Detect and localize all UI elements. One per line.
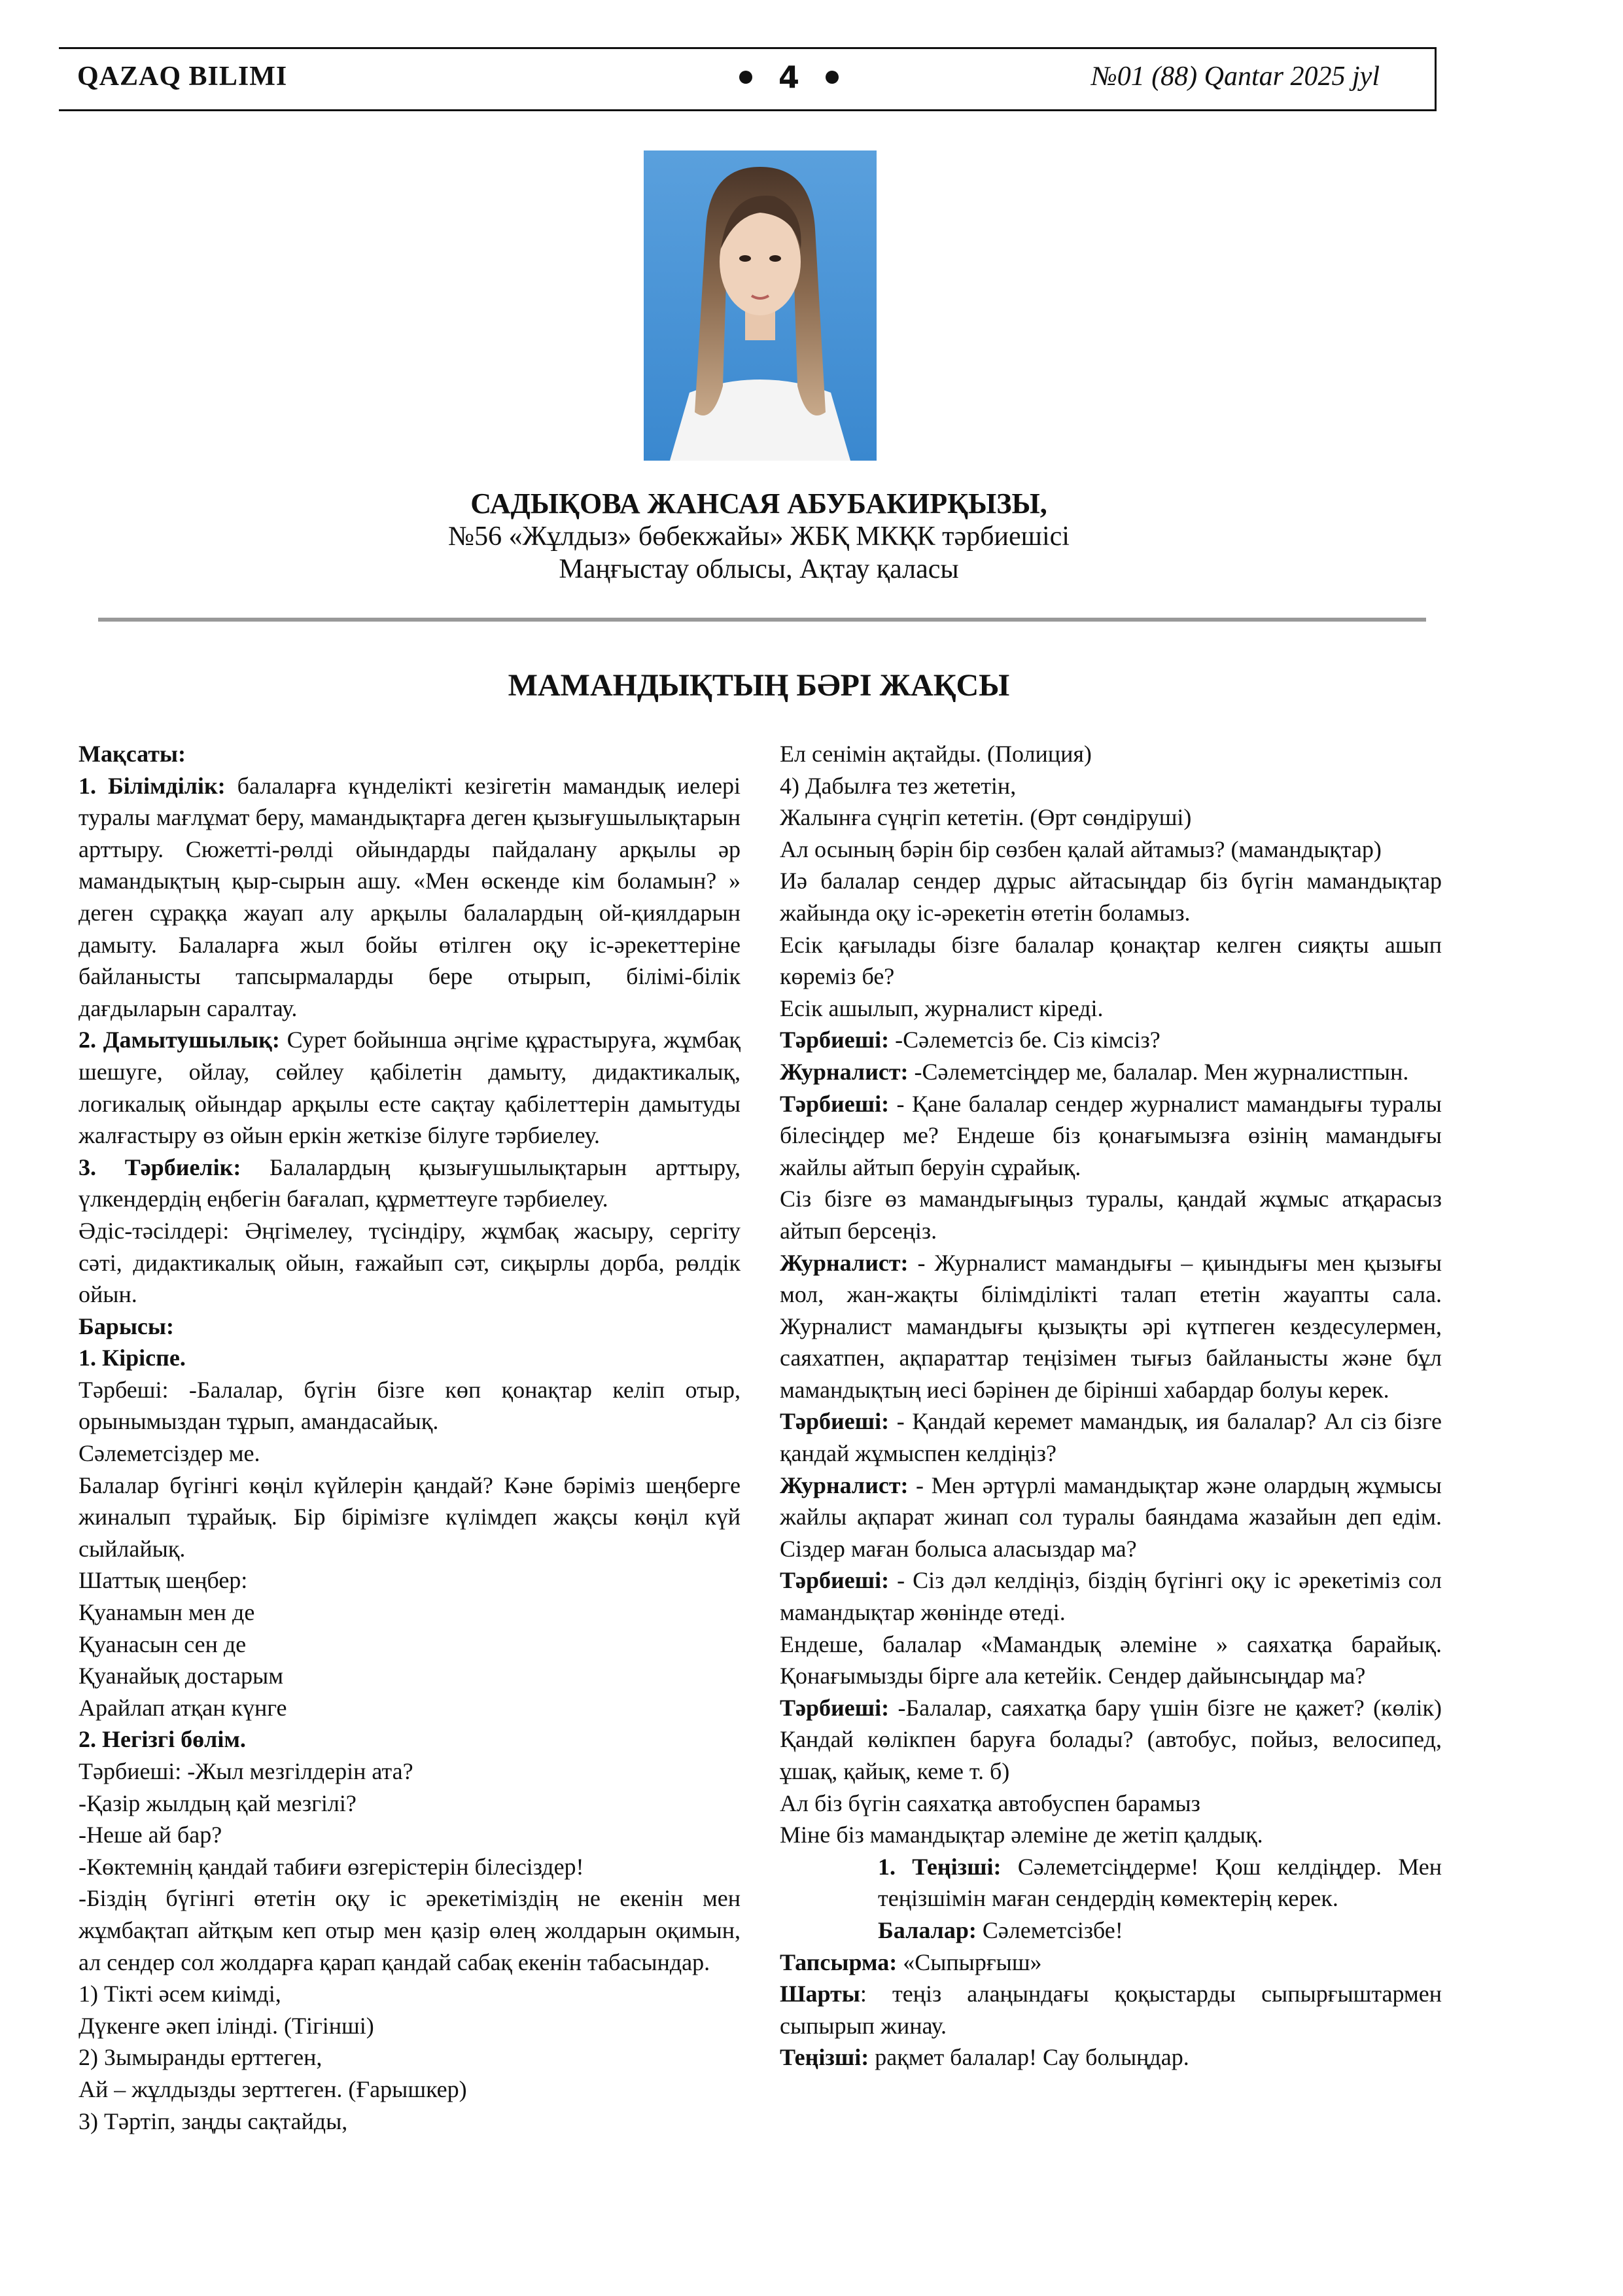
dialogue-line bbox=[780, 1692, 1442, 1788]
issue-info: №01 (88) Qantar 2025 jyl bbox=[1091, 62, 1380, 92]
speaker: Тәрбиеші: bbox=[780, 1694, 890, 1721]
speaker: Журналист: bbox=[780, 1058, 909, 1085]
riddle-line: Дүкенге әкеп ілінді. (Тігінші) bbox=[79, 2012, 374, 2039]
speech: рақмет балалар! Сау болыңдар. bbox=[869, 2044, 1189, 2071]
speech: Сәлеметсіңдерме! Қош келдіңдер. Мен теңізшімін маған сендердің көмектерің керек. bbox=[878, 1853, 1442, 1912]
speech: -Балалар, саяхатқа бару үшін бізге не қажет? (көлік) Қандай көлікпен баруға болады? (автобус, пойыз, велосипед, ұшақ, қайық, кеме т. б) bbox=[780, 1694, 1442, 1784]
page-number-block bbox=[739, 60, 839, 95]
speech: - Сіз дәл келдіңіз, біздің бүгінгі оқу іс әрекетіміз сол мамандықтар жөнінде өтеді. bbox=[780, 1567, 1442, 1626]
right-column bbox=[780, 738, 1442, 2074]
speaker: Тәрбиеші: bbox=[780, 1027, 890, 1053]
divider bbox=[98, 618, 1426, 622]
question: -Біздің бүгінгі өтетін оқу іс әрекетіміздің не екенін мен жұмбақтап айтқым кеп отыр мен қазір өлең жолдарын оқимын, ал сендер сол жолдарға қарап қандай сабақ екенін табасындар. bbox=[79, 1885, 741, 1975]
paragraph: Ендеше, балалар «Мамандық әлеміне » саяхатқа барайық. Қонағымызды бірге ала кетейік. Сендер дайынсыңдар ма? bbox=[780, 1631, 1442, 1689]
dialogue-line bbox=[780, 1024, 1442, 1056]
author-photo bbox=[644, 150, 877, 461]
dialogue-line bbox=[780, 1088, 1442, 1184]
dialogue-line bbox=[780, 1851, 1442, 1915]
paragraph: Есік ашылып, журналист кіреді. bbox=[780, 995, 1104, 1021]
dialogue-line bbox=[780, 1405, 1442, 1469]
speaker: Тәрбиеші: bbox=[780, 1090, 890, 1117]
paragraph bbox=[79, 770, 741, 1025]
poem-line: Қуанайық достарым bbox=[79, 1663, 284, 1689]
speaker: Балалар: bbox=[878, 1916, 977, 1943]
riddle-line: 4) Дабылға тез жететін, bbox=[780, 772, 1017, 799]
paragraph: Міне біз мамандықтар әлеміне де жетіп қалдық. bbox=[780, 1822, 1263, 1848]
text: «Сыпырғыш» bbox=[897, 1949, 1042, 1975]
label: Тапсырма: bbox=[780, 1949, 898, 1975]
text: балаларға күнделікті кезігетін мамандық иелері туралы мағлұмат беру, мамандықтарға деген қызығушылықтарын арттыру. Сюжетті-рөлді ойындарды пайдалану арқылы әр мамандықтың қыр-сырын ашу. «Мен өскенде кім боламын? » деген сұраққа жауап алу арқылы балалардың ой-қиялдарын дамыту. Балаларға жыл бойы өтілген оқу іс-әрекеттеріне байланысты тапсырмаларды бере отырып, білімі-білік дағдыларын саралтау. bbox=[79, 772, 741, 1021]
speech: - Журналист мамандығы – қиындығы мен қызығы мол, жан-жақты білімділікті талап ететін жауапты сала. Журналист мамандығы қызықты әрі күтпеген кездесулермен, саяхатпен, ақпараттар теңізімен тығыз байланысты және бұл мамандықтың иесі бәрінен де бірінші хабардар болуы керек. bbox=[780, 1249, 1442, 1403]
task-line bbox=[780, 1947, 1442, 1979]
intro-heading: 1. Кіріспе. bbox=[79, 1345, 186, 1371]
page-number: 4 bbox=[778, 60, 800, 95]
poem-line: Арайлап атқан күнге bbox=[79, 1694, 287, 1721]
paragraph: Сіз бізге өз мамандығыңыз туралы, қандай жұмыс атқарасыз айтып берсеңіз. bbox=[780, 1186, 1442, 1244]
paragraph: Ал біз бүгін саяхатқа автобуспен барамыз bbox=[780, 1790, 1200, 1816]
speech: - Қандай керемет мамандық, ия балалар? Ал сіз бізге қандай жұмыспен келдіңіз? bbox=[780, 1408, 1442, 1467]
dialogue-line bbox=[780, 1915, 1442, 1947]
goals-heading: Мақсаты: bbox=[79, 741, 186, 767]
paragraph: Ал осының бәрін бір сөзбен қалай айтамыз? (мамандықтар) bbox=[780, 836, 1382, 862]
riddle-line: 2) Зымыранды ерттеген, bbox=[79, 2044, 323, 2071]
riddle-line: Ай – жұлдызды зерттеген. (Ғарышкер) bbox=[79, 2075, 467, 2102]
paragraph: Балалар бүгінгі көңіл күйлерін қандай? Кәне бәріміз шеңберге жиналып тұрайық. Бір бірімізге күлімдеп жақсы көңіл күй сыйлайық. bbox=[79, 1472, 741, 1562]
main-heading: 2. Негізгі бөлім. bbox=[79, 1726, 246, 1753]
paragraph: Есік қағылады бізге балалар қонақтар келген сияқты ашып көреміз бе? bbox=[780, 931, 1442, 990]
dialogue-line bbox=[780, 1247, 1442, 1406]
paragraph: Иә балалар сендер дұрыс айтасыңдар біз бүгін мамандықтар жайында оқу іс-әрекетін өтетін боламыз. bbox=[780, 868, 1442, 926]
question: Тәрбиеші: -Жыл мезгілдерін ата? bbox=[79, 1758, 413, 1784]
speech: -Сәлеметсіз бе. Сіз кімсіз? bbox=[889, 1027, 1161, 1053]
riddle-line: 3) Тәртіп, заңды сақтайды, bbox=[79, 2108, 348, 2134]
speaker: Журналист: bbox=[780, 1249, 909, 1276]
publication-name: QAZAQ BILIMI bbox=[77, 62, 288, 92]
page-header bbox=[59, 47, 1437, 111]
article-title: МАМАНДЫҚТЫҢ БӘРІ ЖАҚСЫ bbox=[508, 668, 1010, 703]
bullet-icon bbox=[826, 71, 839, 84]
author-byline bbox=[0, 487, 1518, 586]
speaker: Тәрбиеші: bbox=[780, 1408, 890, 1435]
riddle-line: Жалынға сүңгіп кететін. (Өрт сөндіруші) bbox=[780, 804, 1192, 831]
bullet-icon bbox=[739, 71, 752, 84]
poem-line: Қуанамын мен де bbox=[79, 1599, 255, 1626]
dialogue-line bbox=[780, 1056, 1442, 1088]
label: 3. Тәрбиелік: bbox=[79, 1154, 241, 1180]
riddle-line: Ел сенімін ақтайды. (Полиция) bbox=[780, 741, 1092, 767]
author-location: Маңғыстау облысы, Ақтау қаласы bbox=[559, 554, 959, 584]
speech: - Мен әртүрлі мамандықтар және олардың жұмысы жайлы ақпарат жинап сол туралы баяндама жазайын деп едім. Сіздер маған болыса аласыздар ма? bbox=[780, 1472, 1442, 1562]
dialogue-line bbox=[780, 2041, 1442, 2074]
text: Балалардың қызығушылықтарын арттыру, үлкендердің еңбегін бағалап, құрметтеуге тәрбиелеу. bbox=[79, 1154, 741, 1212]
speaker: Теңізші: bbox=[780, 2044, 869, 2071]
text: Сурет бойынша әңгіме құрастыруға, жұмбақ шешуге, ойлау, сөйлеу қабілетін дамыту, дидактикалық, логикалық ойындар арқылы есте сақтау қабілеттерін дамытуды жалғастыру өз ойын еркін жеткізе білуге тәрбиелеу. bbox=[79, 1027, 741, 1149]
dialogue-line bbox=[780, 1470, 1442, 1565]
label: 1. Білімділік: bbox=[79, 772, 226, 799]
question: -Неше ай бар? bbox=[79, 1822, 222, 1848]
text: : теңіз алаңындағы қоқыстарды сыпырғыштармен сыпырып жинау. bbox=[780, 1981, 1442, 2039]
author-name: САДЫҚОВА ЖАНСАЯ АБУБАКИРҚЫЗЫ, bbox=[470, 487, 1047, 520]
question: -Көктемнің қандай табиғи өзгерістерін білесіздер! bbox=[79, 1853, 584, 1880]
paragraph bbox=[79, 1024, 741, 1151]
speaker: Тәрбиеші: bbox=[780, 1567, 890, 1594]
speaker: Журналист: bbox=[780, 1472, 909, 1498]
speaker: 1. Теңізші: bbox=[878, 1853, 1002, 1880]
riddle-line: 1) Тікті әсем киімді, bbox=[79, 1981, 281, 2007]
paragraph: Сәлеметсіздер ме. bbox=[79, 1440, 260, 1467]
process-heading: Барысы: bbox=[79, 1313, 175, 1339]
speech: Сәлеметсізбе! bbox=[976, 1916, 1123, 1943]
methods: Әдіс-тәсілдері: Әңгімелеу, түсіндіру, жұмбақ жасыру, сергіту сәті, дидактикалық ойын, ғажайып сәт, сиқырлы дорба, рөлдік ойын. bbox=[79, 1217, 741, 1308]
question: -Қазір жылдың қай мезгілі? bbox=[79, 1790, 357, 1816]
circle-title: Шаттық шеңбер: bbox=[79, 1567, 248, 1594]
dialogue-line bbox=[780, 1564, 1442, 1628]
poem-line: Қуанасын сен де bbox=[79, 1631, 247, 1657]
paragraph: Тәрбеші: -Балалар, бүгін бізге көп қонақтар келіп отыр, орынымыздан тұрып, амандасайық. bbox=[79, 1376, 741, 1435]
left-column bbox=[79, 738, 741, 2137]
label: Шарты bbox=[780, 1981, 860, 2007]
speech: - Қане балалар сендер журналист мамандығы туралы білесіңдер ме? Ендеше біз қонағымызға өзінің мамандығы жайлы айтып беруін сұрайық. bbox=[780, 1090, 1442, 1180]
paragraph bbox=[79, 1152, 741, 1215]
author-position: №56 «Жұлдыз» бөбекжайы» ЖБҚ МКҚК тәрбиешісі bbox=[448, 521, 1070, 552]
speech: -Сәлеметсіңдер ме, балалар. Мен журналистпын. bbox=[908, 1058, 1409, 1085]
label: 2. Дамытушылық: bbox=[79, 1027, 280, 1053]
rule-line bbox=[780, 1978, 1442, 2041]
